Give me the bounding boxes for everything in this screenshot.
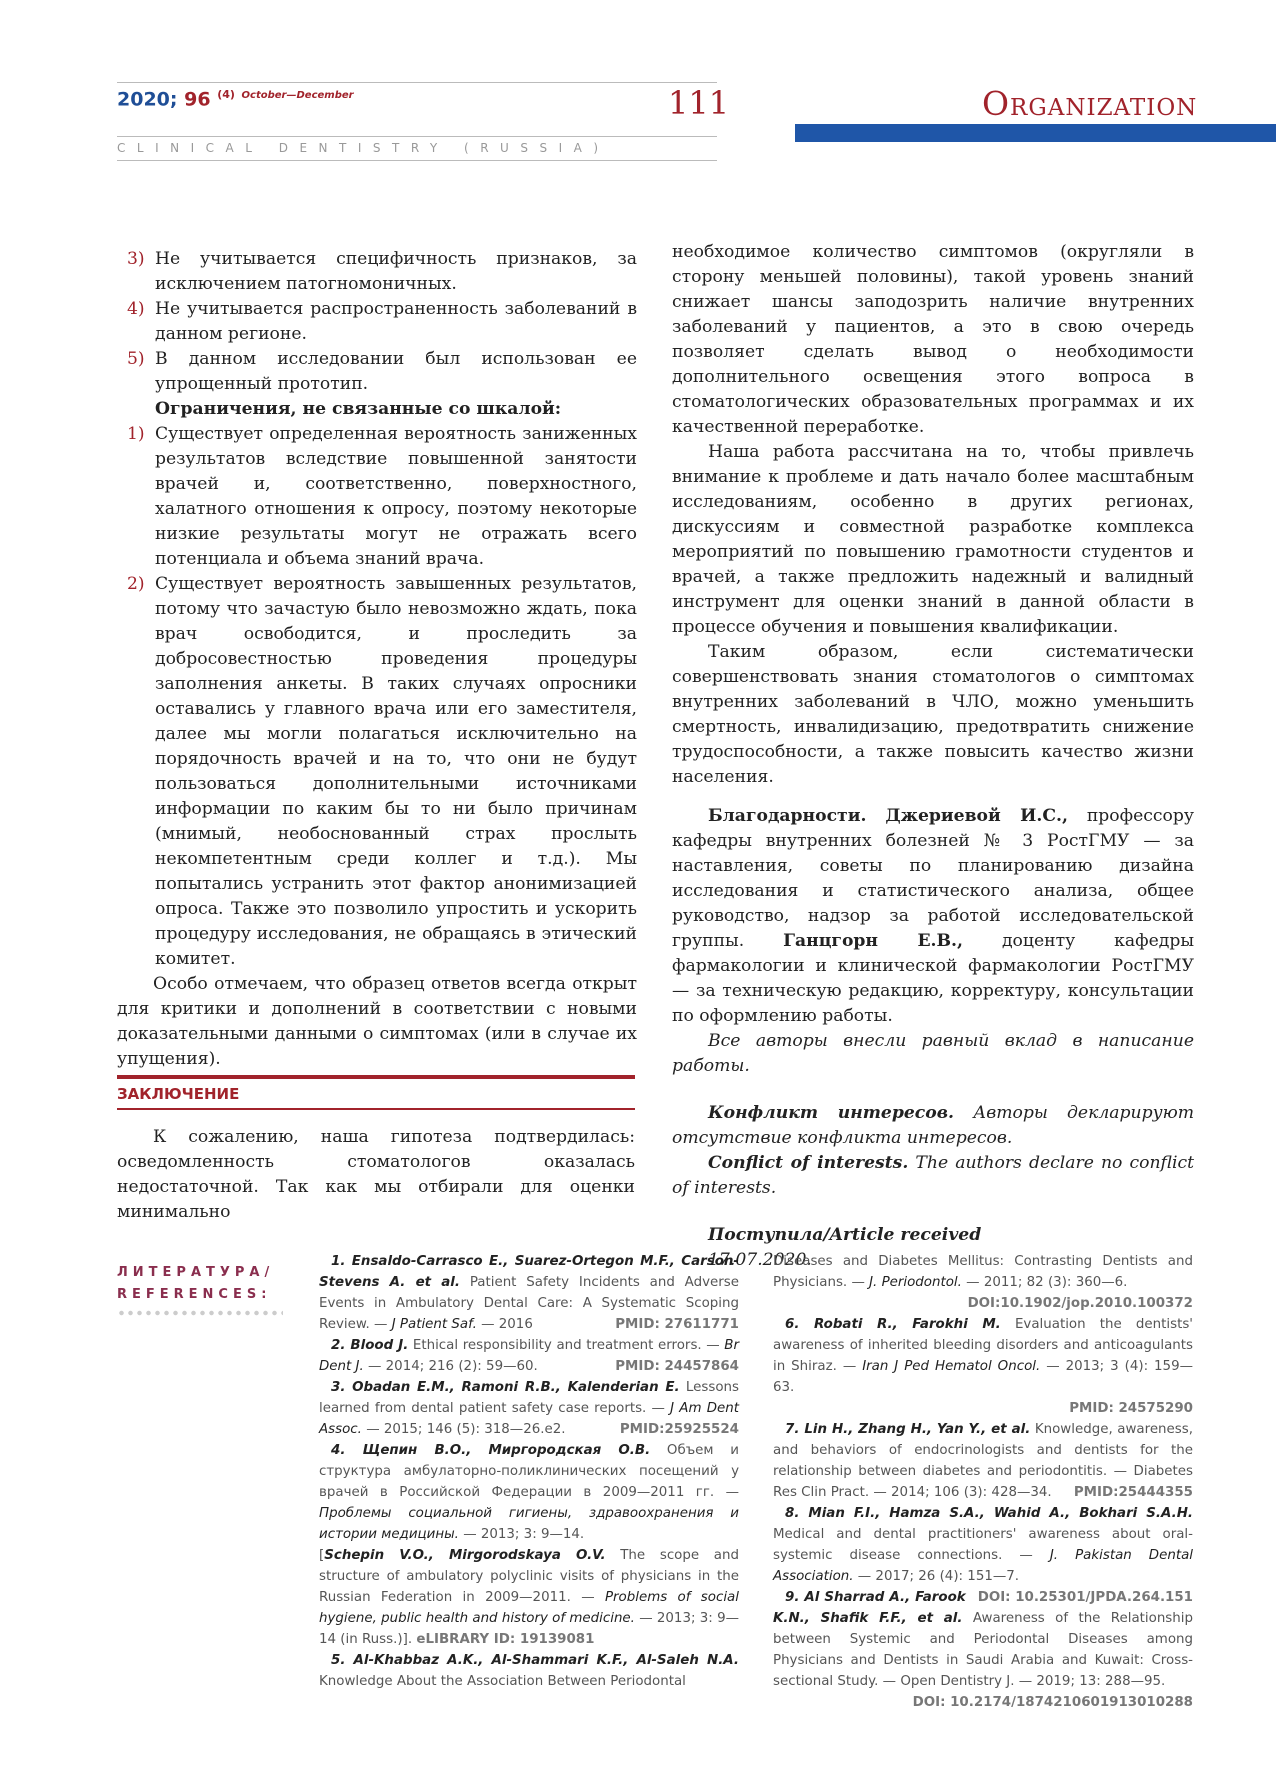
section-bar: [795, 124, 1276, 142]
journal-issue: (4): [217, 88, 235, 101]
list-item: 5) В данном исследовании был использован ее упрощенный прототип.: [127, 349, 637, 394]
reference-item-continued: Diseases and Diabetes Mellitus: Contrasting Dentists and Physicians. — J. Periodontol. — 2011; 82 (3): 360—6. DOI:10.1902/jop.2010.100372: [773, 1254, 1193, 1311]
received-label: Поступила/Article received: [708, 1225, 982, 1245]
list-item: 3) Не учитывается специфичность признаков, за исключением патогномоничных.: [127, 249, 637, 294]
references-label: ЛИТЕРАТУРА/ REFERENCES:: [117, 1265, 275, 1302]
limitations-subheading: Ограничения, не связанные со шкалой:: [155, 399, 562, 419]
conflict-en: Conflict of interests. The authors declare no conflict of interests.: [672, 1153, 1195, 1198]
journal-issue-info: [117, 88, 354, 110]
reference-item: 6. Robati R., Farokhi M. Evaluation the dentists' awareness of inherited bleeding disorders and anticoagulants in Shiraz. — Iran J Ped Hematol Oncol. — 2013; 3 (4): 159—63. PMID: 24575290: [773, 1317, 1193, 1416]
reference-item: 9. Al Sharrad A., Farook K.N., Shafik F.F., et al. Awareness of the Relationship between Systemic and Periodontal Diseases among Physicians and Dentists in Saudi Arabia and Kuwait: Cross-sectional Study. — Open Dentistry J. — 2019; 13: 288—95. DOI: 10.2174/1874210601913010288: [773, 1590, 1193, 1710]
reference-item: 3. Obadan E.M., Ramoni R.B., Kalenderian E. Lessons learned from dental patient safety case reports. — J Am Dent Assoc. — 2015; 146 (5): 318—26.e2. PMID:25925524: [319, 1380, 739, 1437]
list-item: 2) Существует вероятность завышенных результатов, потому что зачастую было невозможно ждать, пока врач освободится, и проследить за добросовестностью проведения процедуры заполнения анкеты. В таких случаях опросники оставались у главного врача или его заместителя, далее мы могли полагаться исключительно на порядочность врачей и на то, что они не будут пользоваться дополнительными источниками информации по каким бы то ни было причинам (мнимый, необоснованный страх прослыть некомпетентным среди коллег и т.д.). Мы попытались устранить этот фактор анонимизацией опроса. Также это позволило упростить и ускорить процедуру исследования, не обращаясь в этический комитет.: [127, 574, 637, 969]
references-right: [773, 1251, 1193, 1713]
reference-item: 7. Lin H., Zhang H., Yan Y., et al. Knowledge, awareness, and behaviors of endocrinologists and dentists for the relationship between diabetes and periodontitis. — Diabetes Res Clin Pract. — 2014; 106 (3): 428—34. PMID:25444355: [773, 1422, 1193, 1500]
header-rule: [117, 136, 717, 137]
conclusion-text: [117, 1125, 635, 1225]
page-number: 111: [668, 84, 730, 122]
right-column: [672, 240, 1194, 1273]
reference-item: 2. Blood J. Ethical responsibility and treatment errors. — Br Dent J. — 2014; 216 (2): 59—60. PMID: 24457864: [319, 1338, 739, 1374]
contribution-statement: Все авторы внесли равный вклад в написание работы.: [672, 1031, 1194, 1076]
section-title: Organization: [982, 84, 1198, 123]
journal-name: CLINICAL DENTISTRY (RUSSIA): [117, 141, 610, 155]
journal-year: 2020;: [117, 88, 178, 111]
list-item: 1) Существует определенная вероятность заниженных результатов вследствие повышенной занятости врачей и, соответственно, поверхностного, халатного отношения к опросу, поэтому некоторые низкие результаты могут не отражать всего потенциала и объема знаний врача.: [127, 424, 637, 569]
conflict-ru: Конфликт интересов. Авторы декларируют отсутствие конфликта интересов.: [672, 1103, 1195, 1148]
reference-item-translation: [Schepin V.O., Mirgorodskaya O.V. The scope and structure of ambulatory polyclinic visits of physicians in the Russian Federation in 2009—2011. — Problems of social hygiene, public health and history of medicine. — 2013; 3: 9—14 (in Russ.)]. eLIBRARY ID: 19139081: [319, 1548, 739, 1647]
reference-item: 4. Щепин В.О., Миргородская О.В. Объем и структура амбулаторно-поликлинических посещений у врачей в Российской Федерации в 2009—2011 гг. — Проблемы социальной гигиены, здравоохранения и истории медицины. — 2013; 3: 9—14.: [319, 1443, 739, 1542]
list-item: 4) Не учитывается распространенность заболеваний в данном регионе.: [127, 299, 637, 344]
reference-item: 8. Mian F.I., Hamza S.A., Wahid A., Bokhari S.A.H. Medical and dental practitioners' awareness about oral-systemic disease connections. — J. Pakistan Dental Association. — 2017; 26 (4): 151—7. DOI: 10.25301/JPDA.264.151: [773, 1506, 1193, 1605]
acknowledgements: Благодарности. Джериевой И.С., профессору кафедры внутренних болезней № 3 РостГМУ — за наставления, советы по планированию дизайна исследования и статистического анализа, общее руководство, надзор за работой исследовательской группы. Ганцгорн Е.В., доценту кафедры фармакологии и клинической фармакологии РостГМУ — за техническую редакцию, корректуру, консультации по оформлению работы.: [672, 806, 1195, 1026]
references-left: [319, 1251, 739, 1692]
conclusion-rule: [117, 1075, 635, 1079]
conclusion-paragraph: К сожалению, наша гипотеза подтвердилась: осведомленность стоматологов оказалась недостаточной. Так как мы отбирали для оценки минимально: [117, 1127, 635, 1222]
conclusion-rule: [117, 1108, 635, 1110]
closing-paragraph: Особо отмечаем, что образец ответов всегда открыт для критики и дополнений в соответствии с новыми доказательными данными о симптомах (или в случае их упущения).: [117, 974, 637, 1069]
left-column: [117, 247, 637, 1072]
paragraph: необходимое количество симптомов (округляли в сторону меньшей половины), такой уровень знаний снижает шансы заподозрить наличие внутренних заболеваний у пациентов, а это в свою очередь позволяет сделать вывод о необходимости дополнительного освещения этого вопроса в стоматологических образовательных программах и их качественной переработке.: [672, 242, 1194, 437]
journal-period: October—December: [241, 90, 354, 101]
dotted-divider: [117, 1310, 283, 1316]
journal-volume: 96: [184, 88, 211, 111]
conclusion-heading: ЗАКЛЮЧЕНИЕ: [117, 1085, 240, 1103]
received-date: 17.07.2020.: [708, 1250, 812, 1270]
paragraph: Таким образом, если систематически совершенствовать знания стоматологов о симптомах внутренних заболеваний в ЧЛО, можно уменьшить смертность, инвалидизацию, предотвратить снижение трудоспособности, а также повысить качество жизни населения.: [672, 642, 1194, 787]
header-rule: [117, 82, 717, 83]
reference-item: 1. Ensaldo-Carrasco E., Suarez-Ortegon M.F., Carson-Stevens A. et al. Patient Safety Incidents and Adverse Events in Ambulatory Dental Care: A Systematic Scoping Review. — J Patient Saf. — 2016 PMID: 27611771: [319, 1254, 739, 1332]
paragraph: Наша работа рассчитана на то, чтобы привлечь внимание к проблеме и дать начало более масштабным исследованиям, особенно в других регионах, дискуссиям и совместной разработке комплекса мероприятий по повышению грамотности студентов и врачей, а также предложить надежный и валидный инструмент для оценки знаний в данной области в процессе обучения и повышения квалификации.: [672, 442, 1194, 637]
header-rule: [117, 160, 717, 161]
reference-item: 5. Al-Khabbaz A.K., Al-Shammari K.F., Al-Saleh N.A. Knowledge About the Association Between Periodontal: [319, 1653, 739, 1689]
